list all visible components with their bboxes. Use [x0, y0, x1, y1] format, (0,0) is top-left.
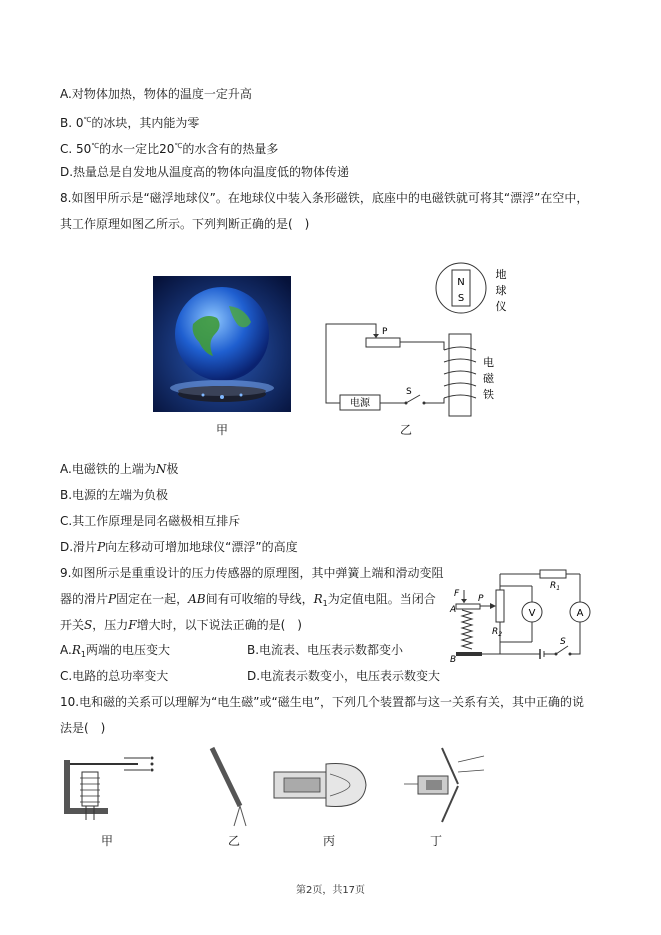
figure-yi-caption: 乙	[400, 423, 413, 437]
q8-stem-line2: 其工作原理如图乙所示。下列判断正确的是( )	[60, 217, 310, 231]
magnet-n-label: N	[457, 277, 465, 288]
em-label-1: 电	[483, 356, 494, 369]
switch-s-label: S	[560, 637, 566, 647]
figure-jia-caption: 甲	[216, 423, 229, 437]
r1-label: $R_1$	[550, 581, 561, 592]
q10-figure-yi-wire	[200, 744, 260, 830]
q9-option-b: B.电流表、电压表示数都变小	[247, 643, 404, 657]
globe-label-1: 地	[495, 268, 507, 281]
q10-figure-bing-speaker	[270, 750, 370, 820]
voltmeter-label: V	[528, 608, 536, 619]
q10-caption-yi: 乙	[228, 834, 241, 848]
q8-stem-line1: 8.如图甲所示是“磁浮地球仪”。在地球仪中装入条形磁铁，底座中的电磁铁就可将其“漂浮”在空中，	[60, 191, 589, 205]
force-f-label: F	[454, 589, 460, 599]
switch-s-label: S	[406, 387, 412, 397]
ammeter-label: A	[576, 608, 584, 619]
figure-jia-globe-photo	[153, 276, 291, 412]
q9-option-c: C.电路的总功率变大	[60, 669, 169, 683]
em-label-2: 磁	[483, 372, 494, 385]
power-source-label: 电源	[350, 398, 370, 409]
q7-option-d: D.热量总是自发地从温度高的物体向温度低的物体传递	[60, 165, 350, 179]
q10-figure-jia-electromagnetic-relay	[60, 748, 168, 824]
q10-figure-ding-microphone	[398, 744, 488, 826]
q9-stem-line1: 9.如图所示是重重设计的压力传感器的原理图，其中弹簧上端和滑动变阻	[60, 566, 444, 580]
r2-label: $R_2$	[492, 627, 503, 638]
point-a-label: A	[450, 605, 457, 615]
slider-p-label: P	[478, 594, 484, 604]
q10-caption-jia: 甲	[101, 834, 114, 848]
q10-caption-bing: 丙	[323, 834, 336, 848]
figure-yi-circuit	[318, 258, 528, 438]
q8-option-b: B.电源的左端为负极	[60, 488, 169, 502]
magnet-s-label: S	[457, 293, 465, 304]
q9-stem-line2: 器的滑片P固定在一起，AB间有可收缩的导线，$R_1$为定值电阻。当闭合	[60, 592, 436, 608]
q10-stem-line1: 10.电和磁的关系可以理解为“电生磁”或“磁生电”，下列几个装置都与这一关系有关，其中正确的说	[60, 695, 584, 709]
q9-stem-line3: 开关S，压力F增大时，以下说法正确的是( )	[60, 618, 302, 632]
point-b-label: B	[450, 655, 457, 665]
q7-option-b: B. 0℃的冰块，其内能为零	[60, 116, 200, 130]
globe-label-2: 球	[495, 284, 507, 297]
slider-p-label: P	[382, 327, 388, 337]
q9-option-a: $A.R_1$两端的电压变大	[60, 643, 170, 659]
q9-pressure-sensor-circuit	[448, 566, 603, 666]
q10-stem-line2: 法是( )	[60, 721, 106, 735]
q7-option-c: C. 50℃的水一定比20℃的水含有的热量多	[60, 142, 279, 156]
q8-option-a: A.电磁铁的上端为N极	[60, 462, 179, 476]
q8-option-d: D.滑片P向左移动可增加地球仪“漂浮”的高度	[60, 540, 298, 554]
page-footer: 第2页，共17页	[295, 885, 366, 896]
em-label-3: 铁	[483, 388, 494, 401]
q7-option-a: A.对物体加热，物体的温度一定升高	[60, 87, 252, 101]
q8-option-c: C.其工作原理是同名磁极相互排斥	[60, 514, 241, 528]
q9-option-d: D.电流表示数变小，电压表示数变大	[247, 669, 441, 683]
q10-caption-ding: 丁	[430, 834, 443, 848]
globe-label-3: 仪	[495, 300, 507, 313]
